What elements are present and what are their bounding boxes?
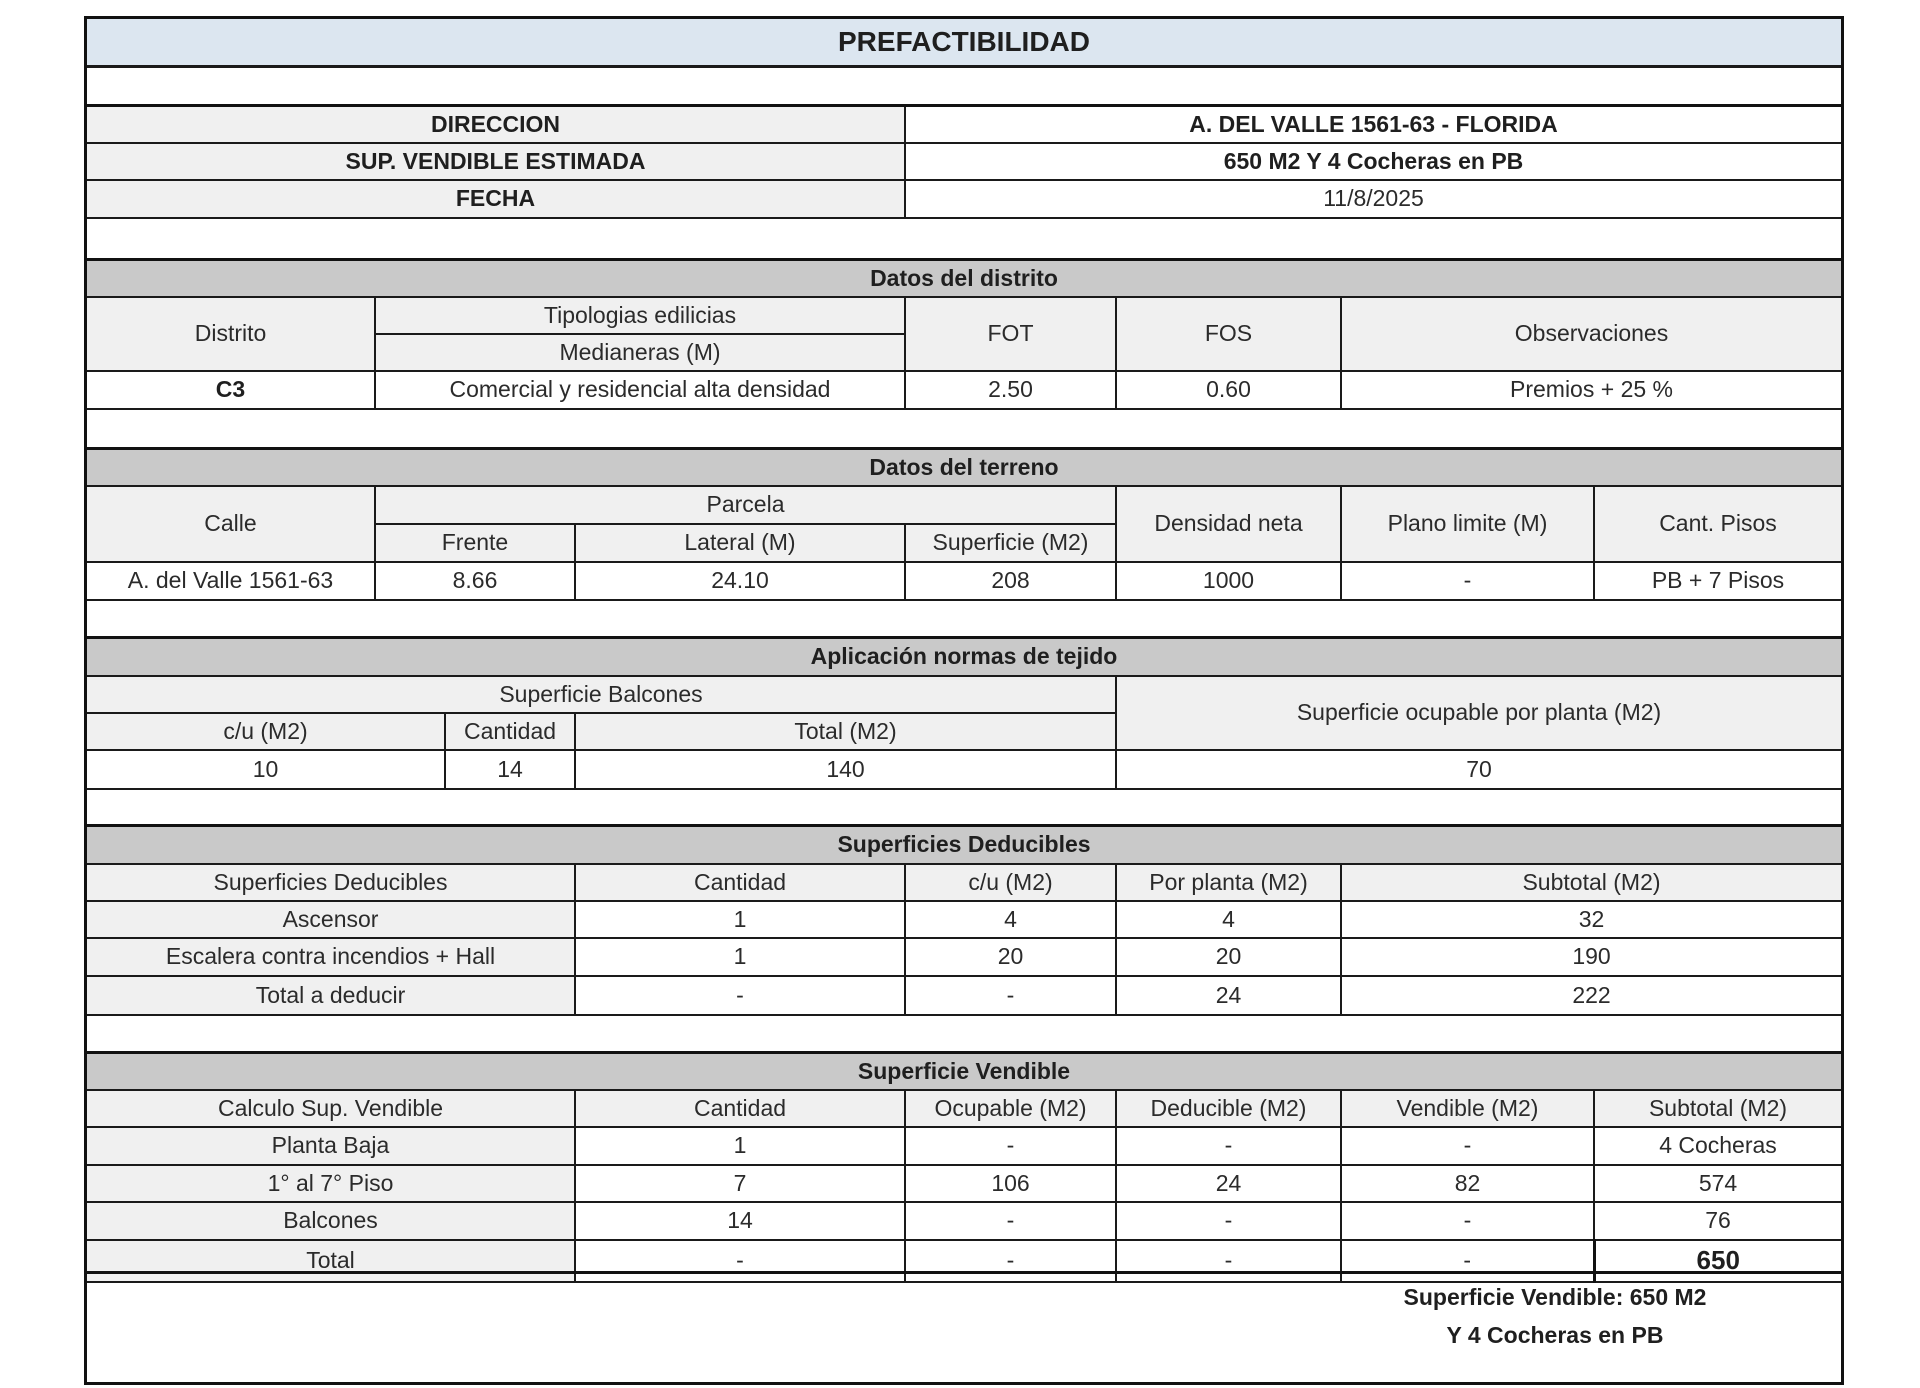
row-label: 1° al 7° Piso: [87, 1165, 575, 1202]
cell: 20: [1116, 938, 1341, 976]
tejido-table: [87, 636, 1841, 790]
col-header: Vendible (M2): [1341, 1090, 1594, 1127]
section-header: Datos del terreno: [87, 449, 1841, 486]
cell: 1: [575, 1127, 905, 1165]
cell: Premios + 25 %: [1341, 371, 1841, 409]
col-header: Calculo Sup. Vendible: [87, 1090, 575, 1127]
col-header: Frente: [375, 524, 575, 562]
col-header: Lateral (M): [575, 524, 905, 562]
cell: 24.10: [575, 562, 905, 600]
cell: 14: [575, 1202, 905, 1240]
cell: 2.50: [905, 371, 1116, 409]
grand-total-cell: 650: [1594, 1240, 1841, 1282]
section-header: Superficies Deducibles: [87, 826, 1841, 864]
cell: 32: [1341, 901, 1841, 938]
col-header: Plano limite (M): [1341, 486, 1594, 562]
section-header: Superficie Vendible: [87, 1053, 1841, 1090]
cell: -: [1116, 1202, 1341, 1240]
cell: -: [905, 1240, 1116, 1282]
terreno-table: [87, 447, 1841, 601]
row-label: Balcones: [87, 1202, 575, 1240]
col-header: Cantidad: [575, 864, 905, 901]
table-row: [87, 938, 1841, 976]
col-header: Por planta (M2): [1116, 864, 1341, 901]
row-label: Planta Baja: [87, 1127, 575, 1165]
row-label: Total: [87, 1240, 575, 1282]
cell: 1: [575, 901, 905, 938]
cell: -: [1341, 1127, 1594, 1165]
deducibles-table: [87, 824, 1841, 1016]
info-value: 650 M2 Y 4 Cocheras en PB: [905, 143, 1841, 180]
col-header: c/u (M2): [87, 713, 445, 750]
vendible-table: [87, 1051, 1841, 1283]
col-header: Total (M2): [575, 713, 1116, 750]
cell: -: [1116, 1127, 1341, 1165]
cell: 7: [575, 1165, 905, 1202]
col-header: Deducible (M2): [1116, 1090, 1341, 1127]
table-row: [87, 562, 1841, 600]
cell: C3: [87, 371, 375, 409]
cell: -: [905, 976, 1116, 1015]
cell: 20: [905, 938, 1116, 976]
cell: 4: [1116, 901, 1341, 938]
col-header: Medianeras (M): [375, 334, 905, 371]
info-value: 11/8/2025: [905, 180, 1841, 218]
distrito-table: [87, 258, 1841, 410]
cell: -: [905, 1127, 1116, 1165]
cell: -: [575, 1240, 905, 1282]
cell: 70: [1116, 750, 1841, 789]
col-header: Superficies Deducibles: [87, 864, 575, 901]
cell: -: [575, 976, 905, 1015]
cell: 24: [1116, 1165, 1341, 1202]
table-row: [87, 1202, 1841, 1240]
cell: 1000: [1116, 562, 1341, 600]
summary-text: [1355, 1278, 1755, 1354]
cell: -: [1341, 562, 1594, 600]
row-label: Escalera contra incendios + Hall: [87, 938, 575, 976]
col-header: c/u (M2): [905, 864, 1116, 901]
summary-footer: [87, 1271, 1841, 1382]
col-header: FOS: [1116, 297, 1341, 371]
prefactibilidad-sheet: [84, 16, 1844, 1385]
info-table: [87, 104, 1841, 219]
summary-line-1: Superficie Vendible: 650 M2: [1403, 1284, 1707, 1310]
table-row: [87, 371, 1841, 409]
col-header: Superficie (M2): [905, 524, 1116, 562]
row-label: Total a deducir: [87, 976, 575, 1015]
col-header: Superficie Balcones: [87, 676, 1116, 713]
row-label: Ascensor: [87, 901, 575, 938]
cell: 82: [1341, 1165, 1594, 1202]
col-header: Densidad neta: [1116, 486, 1341, 562]
col-header: Tipologias edilicias: [375, 297, 905, 334]
cell: 208: [905, 562, 1116, 600]
page-title: PREFACTIBILIDAD: [87, 19, 1841, 67]
col-header: Subtotal (M2): [1594, 1090, 1841, 1127]
cell: -: [1341, 1240, 1594, 1282]
cell: 24: [1116, 976, 1341, 1015]
cell: 0.60: [1116, 371, 1341, 409]
table-row: [87, 1127, 1841, 1165]
info-label: DIRECCION: [87, 106, 905, 143]
cell: 190: [1341, 938, 1841, 976]
cell: 4 Cocheras: [1594, 1127, 1841, 1165]
cell: 76: [1594, 1202, 1841, 1240]
col-header: Observaciones: [1341, 297, 1841, 371]
section-header: Datos del distrito: [87, 260, 1841, 297]
cell: 10: [87, 750, 445, 789]
cell: 106: [905, 1165, 1116, 1202]
cell: -: [905, 1202, 1116, 1240]
cell: Comercial y residencial alta densidad: [375, 371, 905, 409]
table-row: [87, 976, 1841, 1015]
info-value: A. DEL VALLE 1561-63 - FLORIDA: [905, 106, 1841, 143]
cell: 8.66: [375, 562, 575, 600]
cell: -: [1341, 1202, 1594, 1240]
title-band: [87, 19, 1841, 68]
col-header: Superficie ocupable por planta (M2): [1116, 676, 1841, 750]
cell: -: [1116, 1240, 1341, 1282]
col-header: Cantidad: [445, 713, 575, 750]
cell: 14: [445, 750, 575, 789]
summary-line-2: Y 4 Cocheras en PB: [1446, 1322, 1664, 1348]
cell: 4: [905, 901, 1116, 938]
info-label: SUP. VENDIBLE ESTIMADA: [87, 143, 905, 180]
col-header: Cant. Pisos: [1594, 486, 1841, 562]
col-header: Parcela: [375, 486, 1116, 524]
table-row: [87, 750, 1841, 789]
cell: 140: [575, 750, 1116, 789]
cell: PB + 7 Pisos: [1594, 562, 1841, 600]
col-header: Calle: [87, 486, 375, 562]
cell: 1: [575, 938, 905, 976]
col-header: FOT: [905, 297, 1116, 371]
info-row-fecha: [87, 180, 1841, 218]
info-row-sup-vendible: [87, 143, 1841, 180]
cell: 222: [1341, 976, 1841, 1015]
info-label: FECHA: [87, 180, 905, 218]
col-header: Cantidad: [575, 1090, 905, 1127]
cell: A. del Valle 1561-63: [87, 562, 375, 600]
table-row: [87, 901, 1841, 938]
col-header: Subtotal (M2): [1341, 864, 1841, 901]
info-row-direccion: [87, 106, 1841, 143]
cell: 574: [1594, 1165, 1841, 1202]
col-header: Ocupable (M2): [905, 1090, 1116, 1127]
table-row: [87, 1165, 1841, 1202]
section-header: Aplicación normas de tejido: [87, 638, 1841, 676]
col-header: Distrito: [87, 297, 375, 371]
